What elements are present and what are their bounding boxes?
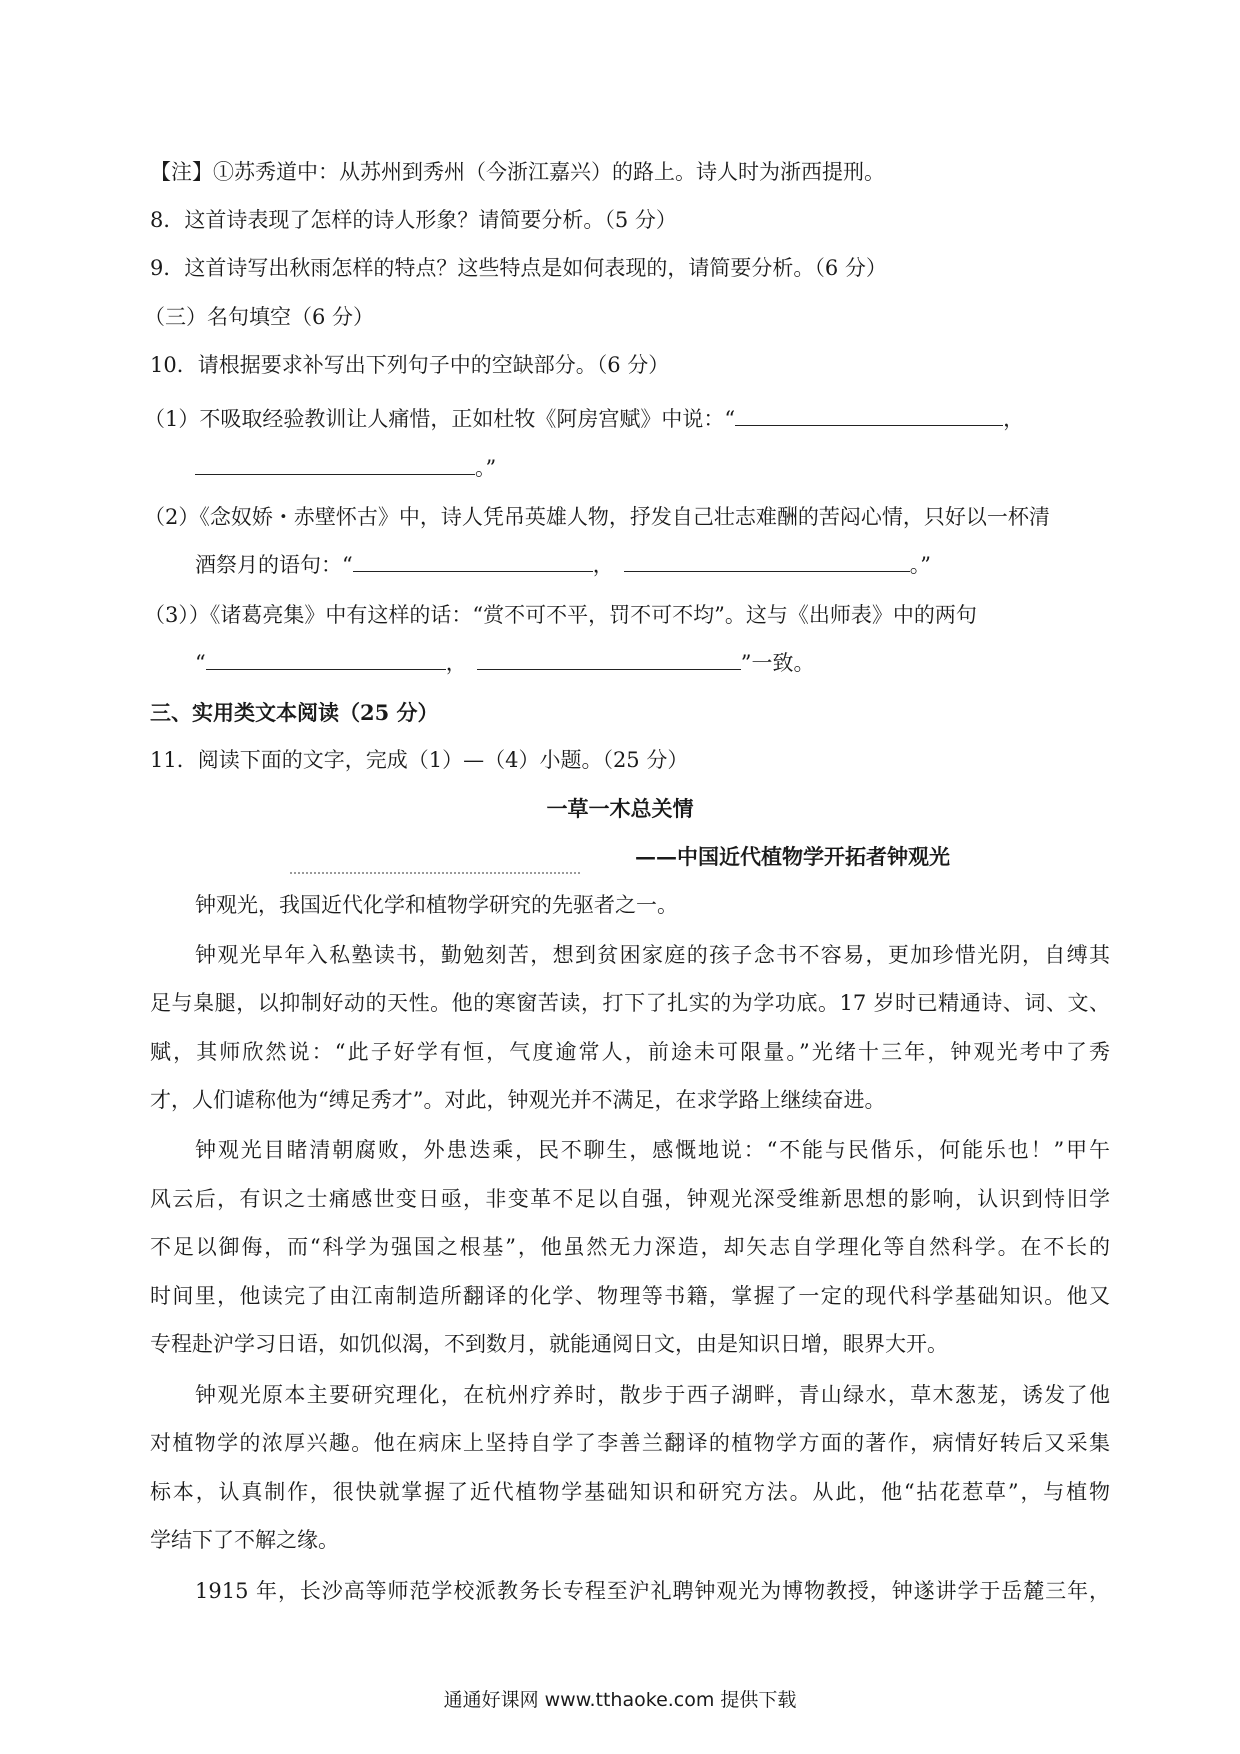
answer-blank[interactable]	[206, 649, 446, 670]
answer-blank[interactable]	[735, 405, 1003, 426]
paragraph-3-line: 风云后，有识之士痛感世变日亟，非变革不足以自强，钟观光深受维新思想的影响，认识到恃旧学	[150, 1187, 1110, 1211]
question-10-2: （2）《念奴娇・赤壁怀古》中，诗人凭吊英雄人物，抒发自己壮志难酬的苦闷心情，只好以一杯清	[144, 505, 1050, 529]
paragraph-4-line: 钟观光原本主要研究理化，在杭州疗养时，散步于西子湖畔，青山绿水，草木葱茏，诱发了他	[195, 1383, 1110, 1407]
answer-blank[interactable]	[195, 454, 475, 475]
prompt-text: “	[195, 651, 206, 675]
page-footer: 通通好课网 www.tthaoke.com 提供下载	[443, 1689, 797, 1711]
section-famous-quotes: （三）名句填空（6 分）	[144, 305, 375, 329]
punctuation: ，	[592, 553, 614, 577]
prompt-text: 酒祭月的语句：“	[195, 553, 353, 577]
paragraph-5-line: 1915 年，长沙高等师范学校派教务长专程至沪礼聘钟观光为博物教授，钟遂讲学于岳麓三年，	[195, 1579, 1110, 1603]
punctuation: ，	[445, 651, 467, 675]
paragraph-3-line: 不足以御侮，而“科学为强国之根基”，他虽然无力深造，却矢志自学理化等自然科学。在不长的	[150, 1235, 1110, 1259]
paragraph-2-line: 赋，其师欣然说：“此子好学有恒，气度逾常人，前途未可限量。”光绪十三年，钟观光考中了秀	[150, 1040, 1110, 1064]
question-10-3-cont	[195, 648, 1155, 678]
paragraph-2-line: 钟观光早年入私塾读书，勤勉刻苦，想到贫困家庭的孩子念书不容易，更加珍惜光阴，自缚其	[195, 943, 1110, 967]
question-9: 9．这首诗写出秋雨怎样的特点？这些特点是如何表现的，请简要分析。（6 分）	[150, 256, 887, 280]
punctuation: ，	[1003, 407, 1025, 431]
section-practical-reading: 三、实用类文本阅读（25 分）	[150, 700, 439, 725]
answer-blank[interactable]	[477, 649, 741, 670]
paragraph-2-line: 足与臬腿，以抑制好动的天性。他的寒窗苦读，打下了扎实的为学功底。17 岁时已精通诗、词、文、	[150, 991, 1110, 1015]
paragraph-4-line: 学结下了不解之缘。	[150, 1528, 339, 1552]
paragraph-1: 钟观光，我国近代化学和植物学研究的先驱者之一。	[195, 893, 678, 917]
paragraph-4-line: 标本，认真制作，很快就掌握了近代植物学基础知识和研究方法。从此，他“拈花惹草”，与植物	[150, 1480, 1110, 1504]
question-10: 10．请根据要求补写出下列句子中的空缺部分。（6 分）	[150, 353, 670, 377]
paragraph-2-line: 才，人们谑称他为“缚足秀才”。对此，钟观光并不满足，在求学路上继续奋进。	[150, 1088, 886, 1112]
paragraph-3-line: 钟观光目睹清朝腐败，外患迭乘，民不聊生，感慨地说：“不能与民偕乐，何能乐也！”甲午	[195, 1138, 1110, 1162]
paragraph-3-line: 时间里，他读完了由江南制造所翻译的化学、物理等书籍，掌握了一定的现代科学基础知识。他又	[150, 1284, 1110, 1308]
article-title: 一草一木总关情	[546, 796, 694, 821]
answer-blank[interactable]	[624, 551, 910, 572]
punctuation: 。”	[475, 456, 497, 480]
question-8: 8．这首诗表现了怎样的诗人形象？请简要分析。（5 分）	[150, 208, 677, 232]
answer-blank[interactable]	[353, 551, 593, 572]
question-10-2-cont	[195, 550, 1155, 580]
question-11: 11．阅读下面的文字，完成（1）—（4）小题。（25 分）	[150, 748, 689, 772]
question-10-1	[144, 404, 1104, 434]
punctuation: ”一致。	[740, 651, 815, 675]
annotation-note: 【注】①苏秀道中：从苏州到秀州（今浙江嘉兴）的路上。诗人时为浙西提刑。	[150, 160, 885, 184]
article-subtitle: ——中国近代植物学开拓者钟观光	[635, 844, 950, 869]
question-10-1-text: （1）不吸取经验教训让人痛惜，正如杜牧《阿房宫赋》中说：“	[144, 407, 736, 431]
punctuation: 。”	[909, 553, 931, 577]
paragraph-4-line: 对植物学的浓厚兴趣。他在病床上坚持自学了李善兰翻译的植物学方面的著作，病情好转后又采集	[150, 1431, 1110, 1455]
dotted-separator	[290, 872, 580, 874]
paragraph-3-line: 专程赴沪学习日语，如饥似渴，不到数月，就能通阅日文，由是知识日增，眼界大开。	[150, 1332, 948, 1356]
question-10-3: （3））《诸葛亮集》中有这样的话：“赏不可不平，罚不可不均”。这与《出师表》中的两句	[144, 603, 977, 627]
question-10-1-cont	[195, 453, 1155, 483]
